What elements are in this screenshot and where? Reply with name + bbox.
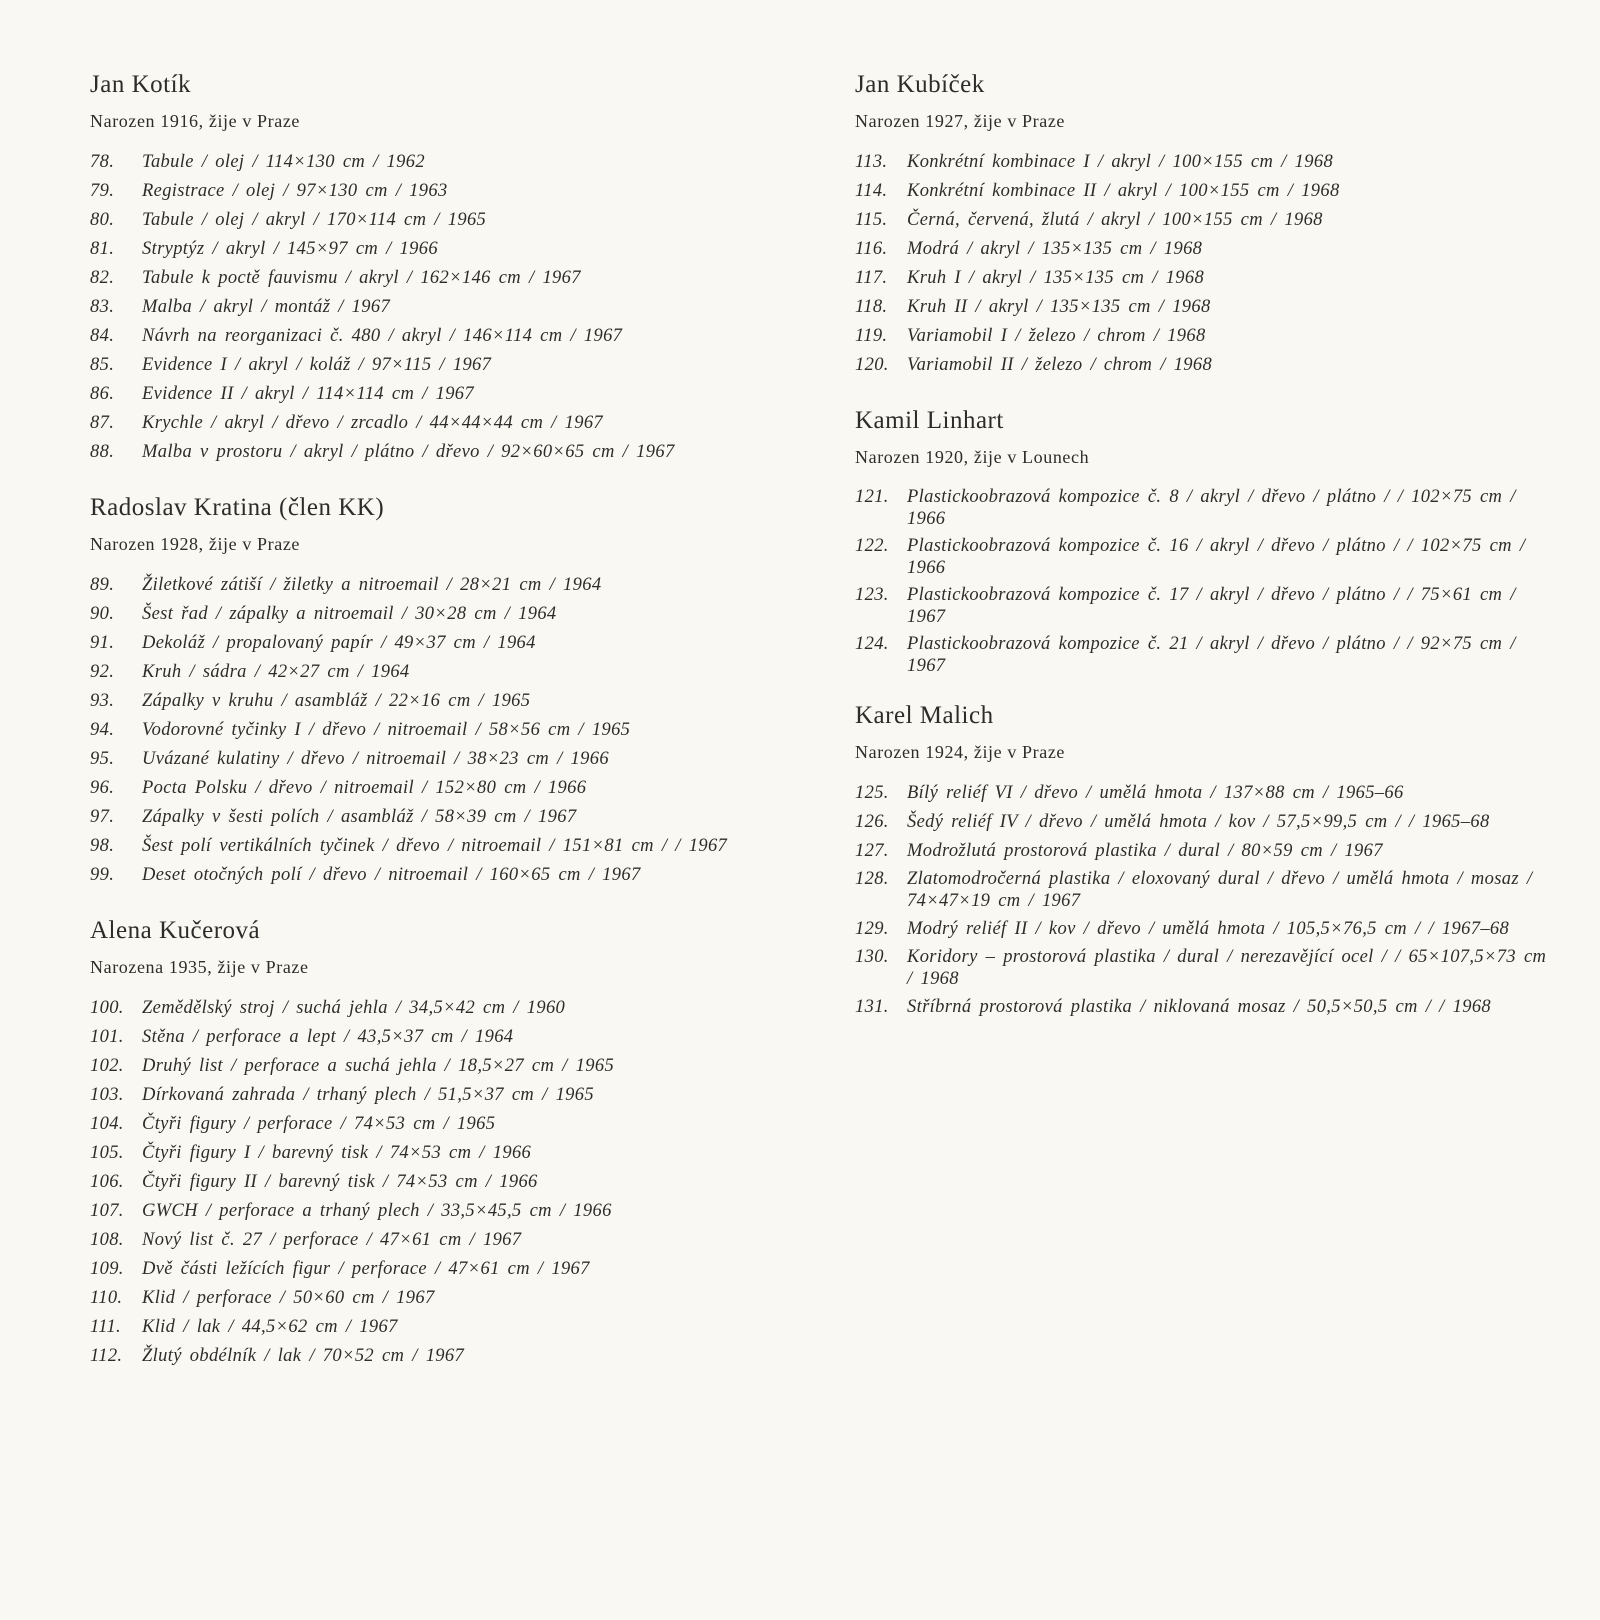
work-number: 87. [90, 413, 115, 433]
work-item [90, 295, 810, 324]
work-item [855, 295, 1555, 324]
work-number: 108. [90, 1230, 124, 1250]
work-item [855, 208, 1555, 237]
work-item [90, 324, 810, 353]
work-number: 127. [855, 841, 889, 861]
work-item [855, 237, 1555, 266]
work-item [90, 660, 810, 689]
work-item [90, 382, 810, 411]
work-description: Návrh na reorganizaci č. 480 / akryl / 146×114 cm / 1967 [142, 326, 623, 346]
work-item [90, 1112, 810, 1141]
work-number: 101. [90, 1027, 124, 1047]
work-number: 94. [90, 720, 115, 740]
artist-bio: Narozen 1928, žije v Praze [90, 534, 301, 554]
work-number: 112. [90, 1346, 123, 1366]
work-number: 103. [90, 1085, 124, 1105]
work-item [90, 573, 810, 602]
work-item [855, 179, 1555, 208]
work-number: 114. [855, 181, 888, 201]
work-description: Deset otočných polí / dřevo / nitroemail / 160×65 cm / 1967 [142, 865, 641, 885]
work-number: 106. [90, 1172, 124, 1192]
works-list [855, 150, 1555, 382]
work-description: Malba / akryl / montáž / 1967 [142, 297, 391, 317]
artist-bio: Narozena 1935, žije v Praze [90, 957, 309, 977]
work-number: 91. [90, 633, 115, 653]
work-number: 129. [855, 919, 889, 939]
artist-section [90, 916, 810, 1373]
work-description: Konkrétní kombinace I / akryl / 100×155 cm / 1968 [907, 152, 1334, 172]
work-description: Dekoláž / propalovaný papír / 49×37 cm / 1964 [142, 633, 536, 653]
work-description: GWCH / perforace a trhaný plech / 33,5×45,5 cm / 1966 [142, 1201, 612, 1221]
work-number: 128. [855, 869, 889, 889]
work-number: 83. [90, 297, 115, 317]
work-item [90, 1141, 810, 1170]
work-description: Kruh II / akryl / 135×135 cm / 1968 [907, 297, 1211, 317]
work-item [90, 1170, 810, 1199]
work-number: 110. [90, 1288, 123, 1308]
work-number: 86. [90, 384, 115, 404]
work-item [90, 718, 810, 747]
work-description: Stěna / perforace a lept / 43,5×37 cm / 1964 [142, 1027, 514, 1047]
artist-bio: Narozen 1924, žije v Praze [855, 742, 1066, 762]
work-item [855, 266, 1555, 295]
work-item [90, 1286, 810, 1315]
work-item [90, 1344, 810, 1373]
work-description: Šedý reliéf IV / dřevo / umělá hmota / kov / 57,5×99,5 cm / / 1965–68 [907, 812, 1490, 832]
work-number: 102. [90, 1056, 124, 1076]
work-description: Zlatomodročerná plastika / eloxovaný dural / dřevo / umělá hmota / mosaz / 74×47×19 cm / 1967 [907, 869, 1533, 911]
works-list [90, 573, 810, 892]
work-description: Pocta Polsku / dřevo / nitroemail / 152×80 cm / 1966 [142, 778, 587, 798]
work-number: 122. [855, 536, 889, 556]
works-list [855, 781, 1555, 1024]
work-item [855, 150, 1555, 179]
work-description: Plastickoobrazová kompozice č. 17 / akryl / dřevo / plátno / / 75×61 cm / 1967 [907, 585, 1516, 627]
work-number: 78. [90, 152, 115, 172]
work-description: Krychle / akryl / dřevo / zrcadlo / 44×44×44 cm / 1967 [142, 413, 604, 433]
work-description: Čtyři figury / perforace / 74×53 cm / 1965 [142, 1114, 496, 1134]
work-number: 79. [90, 181, 115, 201]
work-item [90, 834, 810, 863]
work-description: Zápalky v šesti polích / asambláž / 58×39 cm / 1967 [142, 807, 577, 827]
artist-name: Jan Kubíček [855, 71, 985, 98]
work-item [90, 353, 810, 382]
work-item [855, 535, 1555, 579]
work-description: Tabule k poctě fauvismu / akryl / 162×146 cm / 1967 [142, 268, 581, 288]
work-number: 98. [90, 836, 115, 856]
work-item [90, 863, 810, 892]
work-item [855, 584, 1555, 628]
artist-bio: Narozen 1920, žije v Lounech [855, 447, 1090, 467]
work-number: 115. [855, 210, 888, 230]
work-item [855, 995, 1555, 1024]
work-description: Modrožlutá prostorová plastika / dural / 80×59 cm / 1967 [907, 841, 1383, 861]
work-number: 124. [855, 634, 889, 654]
work-item [855, 839, 1555, 868]
work-description: Modrý reliéf II / kov / dřevo / umělá hmota / 105,5×76,5 cm / / 1967–68 [907, 919, 1510, 939]
work-description: Žlutý obdélník / lak / 70×52 cm / 1967 [142, 1346, 465, 1366]
artist-section [855, 406, 1555, 677]
work-item [90, 440, 810, 469]
work-description: Stryptýz / akryl / 145×97 cm / 1966 [142, 239, 438, 259]
work-item [855, 810, 1555, 839]
work-number: 121. [855, 487, 889, 507]
work-number: 80. [90, 210, 115, 230]
works-list [855, 486, 1555, 677]
work-number: 81. [90, 239, 115, 259]
work-item [90, 1025, 810, 1054]
work-description: Čtyři figury I / barevný tisk / 74×53 cm / 1966 [142, 1143, 532, 1163]
work-item [90, 776, 810, 805]
work-item [90, 1315, 810, 1344]
work-description: Klid / lak / 44,5×62 cm / 1967 [142, 1317, 398, 1337]
work-number: 88. [90, 442, 115, 462]
work-description: Plastickoobrazová kompozice č. 16 / akryl / dřevo / plátno / / 102×75 cm / 1966 [907, 536, 1526, 578]
work-number: 125. [855, 783, 889, 803]
work-description: Tabule / olej / akryl / 170×114 cm / 1965 [142, 210, 487, 230]
work-item [855, 486, 1555, 530]
work-number: 96. [90, 778, 115, 798]
work-description: Vodorovné tyčinky I / dřevo / nitroemail / 58×56 cm / 1965 [142, 720, 631, 740]
work-description: Malba v prostoru / akryl / plátno / dřevo / 92×60×65 cm / 1967 [142, 442, 675, 462]
work-number: 123. [855, 585, 889, 605]
work-item [90, 747, 810, 776]
artist-bio: Narozen 1916, žije v Praze [90, 111, 301, 131]
work-description: Evidence II / akryl / 114×114 cm / 1967 [142, 384, 474, 404]
work-number: 113. [855, 152, 888, 172]
work-item [90, 237, 810, 266]
work-number: 109. [90, 1259, 124, 1279]
work-number: 93. [90, 691, 115, 711]
work-number: 97. [90, 807, 115, 827]
work-description: Bílý reliéf VI / dřevo / umělá hmota / 137×88 cm / 1965–66 [907, 783, 1404, 803]
work-number: 89. [90, 575, 115, 595]
work-number: 82. [90, 268, 115, 288]
work-description: Zemědělský stroj / suchá jehla / 34,5×42 cm / 1960 [142, 998, 566, 1018]
work-item [90, 208, 810, 237]
work-item [855, 781, 1555, 810]
artist-section [855, 70, 1555, 382]
work-description: Evidence I / akryl / koláž / 97×115 / 1967 [142, 355, 492, 375]
work-description: Variamobil I / železo / chrom / 1968 [907, 326, 1206, 346]
artist-section [90, 493, 810, 892]
artist-section [855, 701, 1555, 1024]
work-item [855, 946, 1555, 990]
left-column [90, 70, 810, 1397]
work-number: 105. [90, 1143, 124, 1163]
work-number: 85. [90, 355, 115, 375]
work-number: 131. [855, 997, 889, 1017]
work-description: Registrace / olej / 97×130 cm / 1963 [142, 181, 448, 201]
work-description: Koridory – prostorová plastika / dural / nerezavějící ocel / / 65×107,5×73 cm / 1968 [907, 947, 1547, 989]
work-number: 111. [90, 1317, 122, 1337]
work-number: 100. [90, 998, 124, 1018]
work-number: 107. [90, 1201, 124, 1221]
work-item [90, 689, 810, 718]
artist-bio: Narozen 1927, žije v Praze [855, 111, 1066, 131]
artist-name: Kamil Linhart [855, 407, 1004, 434]
work-item [90, 1228, 810, 1257]
work-description: Kruh / sádra / 42×27 cm / 1964 [142, 662, 410, 682]
work-description: Klid / perforace / 50×60 cm / 1967 [142, 1288, 435, 1308]
work-description: Žiletkové zátiší / žiletky a nitroemail / 28×21 cm / 1964 [142, 575, 602, 595]
work-item [90, 411, 810, 440]
work-item [90, 1257, 810, 1286]
work-description: Dírkovaná zahrada / trhaný plech / 51,5×37 cm / 1965 [142, 1085, 594, 1105]
artist-name: Alena Kučerová [90, 917, 261, 944]
artist-section [90, 70, 810, 469]
work-description: Kruh I / akryl / 135×135 cm / 1968 [907, 268, 1205, 288]
work-description: Konkrétní kombinace II / akryl / 100×155 cm / 1968 [907, 181, 1340, 201]
work-description: Čtyři figury II / barevný tisk / 74×53 cm / 1966 [142, 1172, 538, 1192]
work-number: 120. [855, 355, 889, 375]
work-item [90, 179, 810, 208]
work-number: 117. [855, 268, 888, 288]
artist-name: Jan Kotík [90, 71, 192, 98]
work-description: Nový list č. 27 / perforace / 47×61 cm / 1967 [142, 1230, 522, 1250]
work-item [90, 631, 810, 660]
work-description: Variamobil II / železo / chrom / 1968 [907, 355, 1213, 375]
work-number: 99. [90, 865, 115, 885]
artist-name: Karel Malich [855, 702, 994, 729]
work-number: 118. [855, 297, 888, 317]
work-description: Modrá / akryl / 135×135 cm / 1968 [907, 239, 1203, 259]
work-item [855, 353, 1555, 382]
work-number: 95. [90, 749, 115, 769]
work-number: 116. [855, 239, 888, 259]
work-number: 130. [855, 947, 889, 967]
work-item [90, 996, 810, 1025]
work-description: Šest polí vertikálních tyčinek / dřevo / nitroemail / 151×81 cm / / 1967 [142, 836, 728, 856]
work-item [90, 1054, 810, 1083]
work-number: 126. [855, 812, 889, 832]
work-item [90, 1083, 810, 1112]
work-item [90, 602, 810, 631]
work-number: 119. [855, 326, 888, 346]
work-description: Černá, červená, žlutá / akryl / 100×155 cm / 1968 [907, 210, 1323, 230]
right-column [855, 70, 1555, 1048]
work-item [855, 633, 1555, 677]
work-item [90, 1199, 810, 1228]
work-number: 90. [90, 604, 115, 624]
work-number: 104. [90, 1114, 124, 1134]
works-list [90, 150, 810, 469]
work-description: Tabule / olej / 114×130 cm / 1962 [142, 152, 425, 172]
artist-name: Radoslav Kratina (člen KK) [90, 494, 385, 521]
work-description: Druhý list / perforace a suchá jehla / 18,5×27 cm / 1965 [142, 1056, 615, 1076]
work-description: Plastickoobrazová kompozice č. 8 / akryl / dřevo / plátno / / 102×75 cm / 1966 [907, 487, 1516, 529]
work-item [90, 150, 810, 179]
work-item [855, 917, 1555, 946]
work-item [855, 868, 1555, 912]
work-description: Uvázané kulatiny / dřevo / nitroemail / 38×23 cm / 1966 [142, 749, 609, 769]
works-list [90, 996, 810, 1373]
work-number: 92. [90, 662, 115, 682]
work-number: 84. [90, 326, 115, 346]
work-description: Zápalky v kruhu / asambláž / 22×16 cm / 1965 [142, 691, 531, 711]
work-item [90, 266, 810, 295]
work-item [90, 805, 810, 834]
work-description: Šest řad / zápalky a nitroemail / 30×28 cm / 1964 [142, 604, 557, 624]
work-description: Stříbrná prostorová plastika / niklovaná mosaz / 50,5×50,5 cm / / 1968 [907, 997, 1492, 1017]
work-description: Plastickoobrazová kompozice č. 21 / akryl / dřevo / plátno / / 92×75 cm / 1967 [907, 634, 1516, 676]
work-item [855, 324, 1555, 353]
work-description: Dvě části ležících figur / perforace / 47×61 cm / 1967 [142, 1259, 590, 1279]
